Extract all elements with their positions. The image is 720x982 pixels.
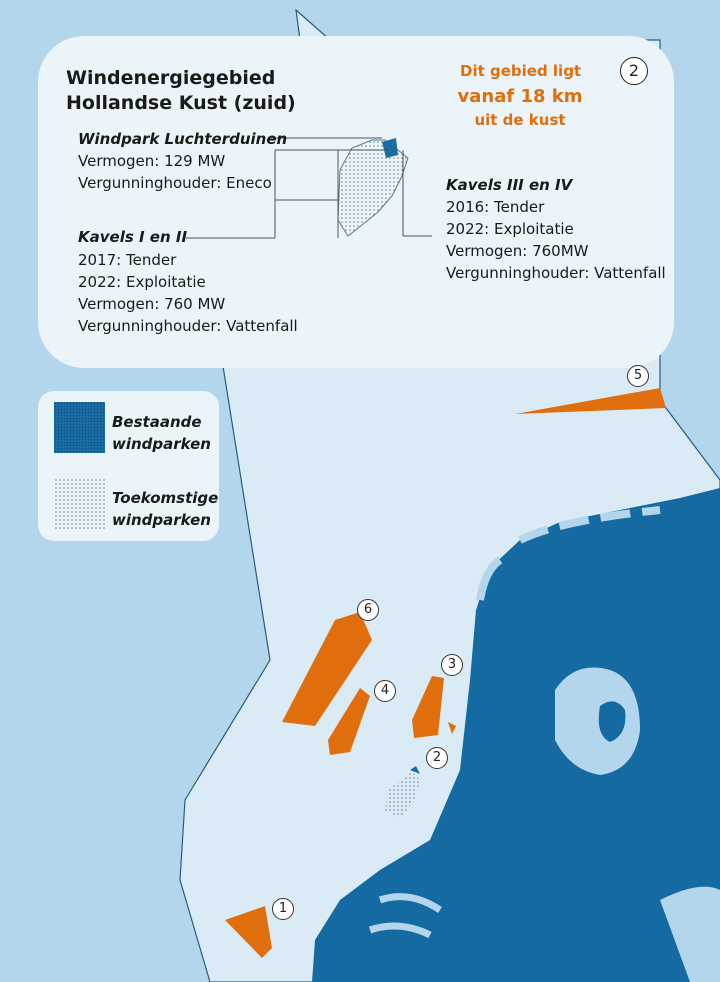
- marker-5: 5: [627, 365, 649, 387]
- card-title: Windenergiegebied Hollandse Kust (zuid): [66, 67, 296, 114]
- marker-1: 1: [272, 898, 294, 920]
- kavels-1-2-capacity: Vermogen: 760 MW: [78, 295, 226, 313]
- kavels-1-2-tender: 2017: Tender: [78, 251, 177, 269]
- existing-parks-swatch: [54, 402, 105, 453]
- kavels-1-2-exploitation: 2022: Exploitatie: [78, 273, 206, 291]
- marker-6: 6: [357, 599, 379, 621]
- marker-3: 3: [441, 654, 463, 676]
- legend-future-label: Toekomstige windparken: [112, 489, 219, 529]
- mini-map: [0, 0, 720, 400]
- kavels-1-2-holder: Vergunninghouder: Vattenfall: [78, 317, 298, 335]
- marker-2: 2: [426, 747, 448, 769]
- kavels-3-4-heading: Kavels III en IV: [446, 176, 573, 194]
- area-number-badge: 2: [620, 57, 648, 85]
- distance-line1: Dit gebied ligt: [460, 62, 582, 80]
- luchterduinen-holder: Vergunninghouder: Eneco: [78, 174, 272, 192]
- marker-4: 4: [374, 680, 396, 702]
- kavels-1-2-heading: Kavels I en II: [78, 228, 188, 246]
- kavels-3-4-exploitation: 2022: Exploitatie: [446, 220, 574, 238]
- legend-existing-label: Bestaande windparken: [112, 413, 211, 453]
- kavels-3-4-capacity: Vermogen: 760MW: [446, 242, 589, 260]
- future-parks-swatch: [54, 478, 105, 529]
- luchterduinen-capacity: Vermogen: 129 MW: [78, 152, 226, 170]
- luchterduinen-heading: Windpark Luchterduinen: [78, 130, 288, 148]
- distance-line3: uit de kust: [474, 111, 566, 129]
- distance-line2: vanaf 18 km: [457, 86, 583, 107]
- kavels-3-4-tender: 2016: Tender: [446, 198, 545, 216]
- kavels-3-4-holder: Vergunninghouder: Vattenfall: [446, 264, 666, 282]
